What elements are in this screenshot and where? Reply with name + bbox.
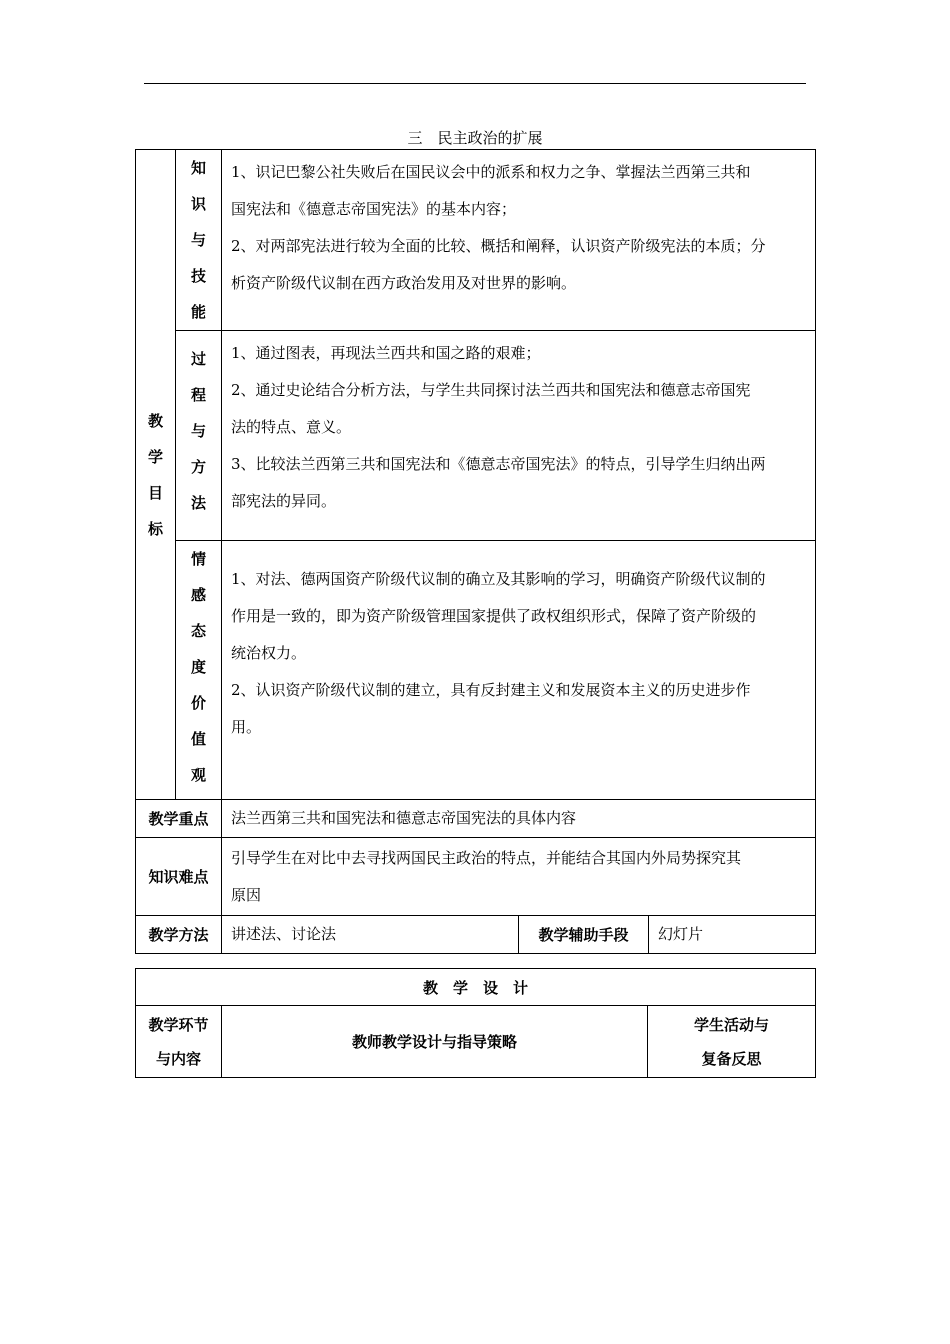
knowledge-skills-label: 知 识 与 技 能	[176, 150, 222, 331]
teaching-goals-label: 教 学 目 标	[136, 150, 176, 800]
key-points-row	[136, 800, 816, 838]
key-points-label: 教学重点	[136, 800, 222, 838]
teaching-methods-label: 教学方法	[136, 916, 222, 954]
student-activity-header: 学生活动与 复备反思	[648, 1006, 816, 1078]
process-methods-label: 过 程 与 方 法	[176, 331, 222, 541]
teacher-strategy-header: 教师教学设计与指导策略	[222, 1006, 648, 1078]
knowledge-skills-content: 1、识记巴黎公社失败后在国民议会中的派系和权力之争、掌握法兰西第三共和 国宪法和《德意志帝国宪法》的基本内容； 2、对两部宪法进行较为全面的比较、概括和阐释，认识资产阶级宪法的本质；分 析资产阶级代议制在西方政治发用及对世界的影响。	[222, 150, 816, 331]
teaching-aids-text: 幻灯片	[649, 916, 816, 954]
difficulties-text: 引导学生在对比中去寻找两国民主政治的特点，并能结合其国内外局势探究其 原因	[222, 838, 816, 916]
header-rule	[144, 83, 806, 84]
teaching-aids-label: 教学辅助手段	[519, 916, 649, 954]
difficulties-label: 知识难点	[136, 838, 222, 916]
design-title-row	[136, 969, 816, 1006]
teaching-design-table	[135, 968, 816, 1078]
lesson-objectives-table	[135, 149, 816, 954]
emotion-values-label: 情 感 态 度 价 值 观	[176, 541, 222, 800]
emotion-values-content: 1、对法、德两国资产阶级代议制的确立及其影响的学习，明确资产阶级代议制的 作用是一致的，即为资产阶级管理国家提供了政权组织形式，保障了资产阶级的 统治权力。 2、认识资产阶级代议制的建立，具有反封建主义和发展资本主义的历史进步作 用。	[222, 541, 816, 800]
teaching-methods-text: 讲述法、讨论法	[222, 916, 519, 954]
goal-row-knowledge	[136, 150, 816, 331]
goal-row-process	[136, 331, 816, 541]
goal-row-attitude	[136, 541, 816, 800]
stage-content-header: 教学环节 与内容	[136, 1006, 222, 1078]
methods-row	[136, 916, 816, 954]
design-title: 教 学 设 计	[136, 969, 816, 1006]
design-header-row	[136, 1006, 816, 1078]
document-title: 三 民主政治的扩展	[407, 129, 543, 147]
difficulties-row	[136, 838, 816, 916]
process-methods-content: 1、通过图表，再现法兰西共和国之路的艰难； 2、通过史论结合分析方法，与学生共同探讨法兰西共和国宪法和德意志帝国宪 法的特点、意义。 3、比较法兰西第三共和国宪法和《德意志帝国宪法》的特点，引导学生归纳出两 部宪法的异同。	[222, 331, 816, 541]
key-points-text: 法兰西第三共和国宪法和德意志帝国宪法的具体内容	[222, 800, 816, 838]
